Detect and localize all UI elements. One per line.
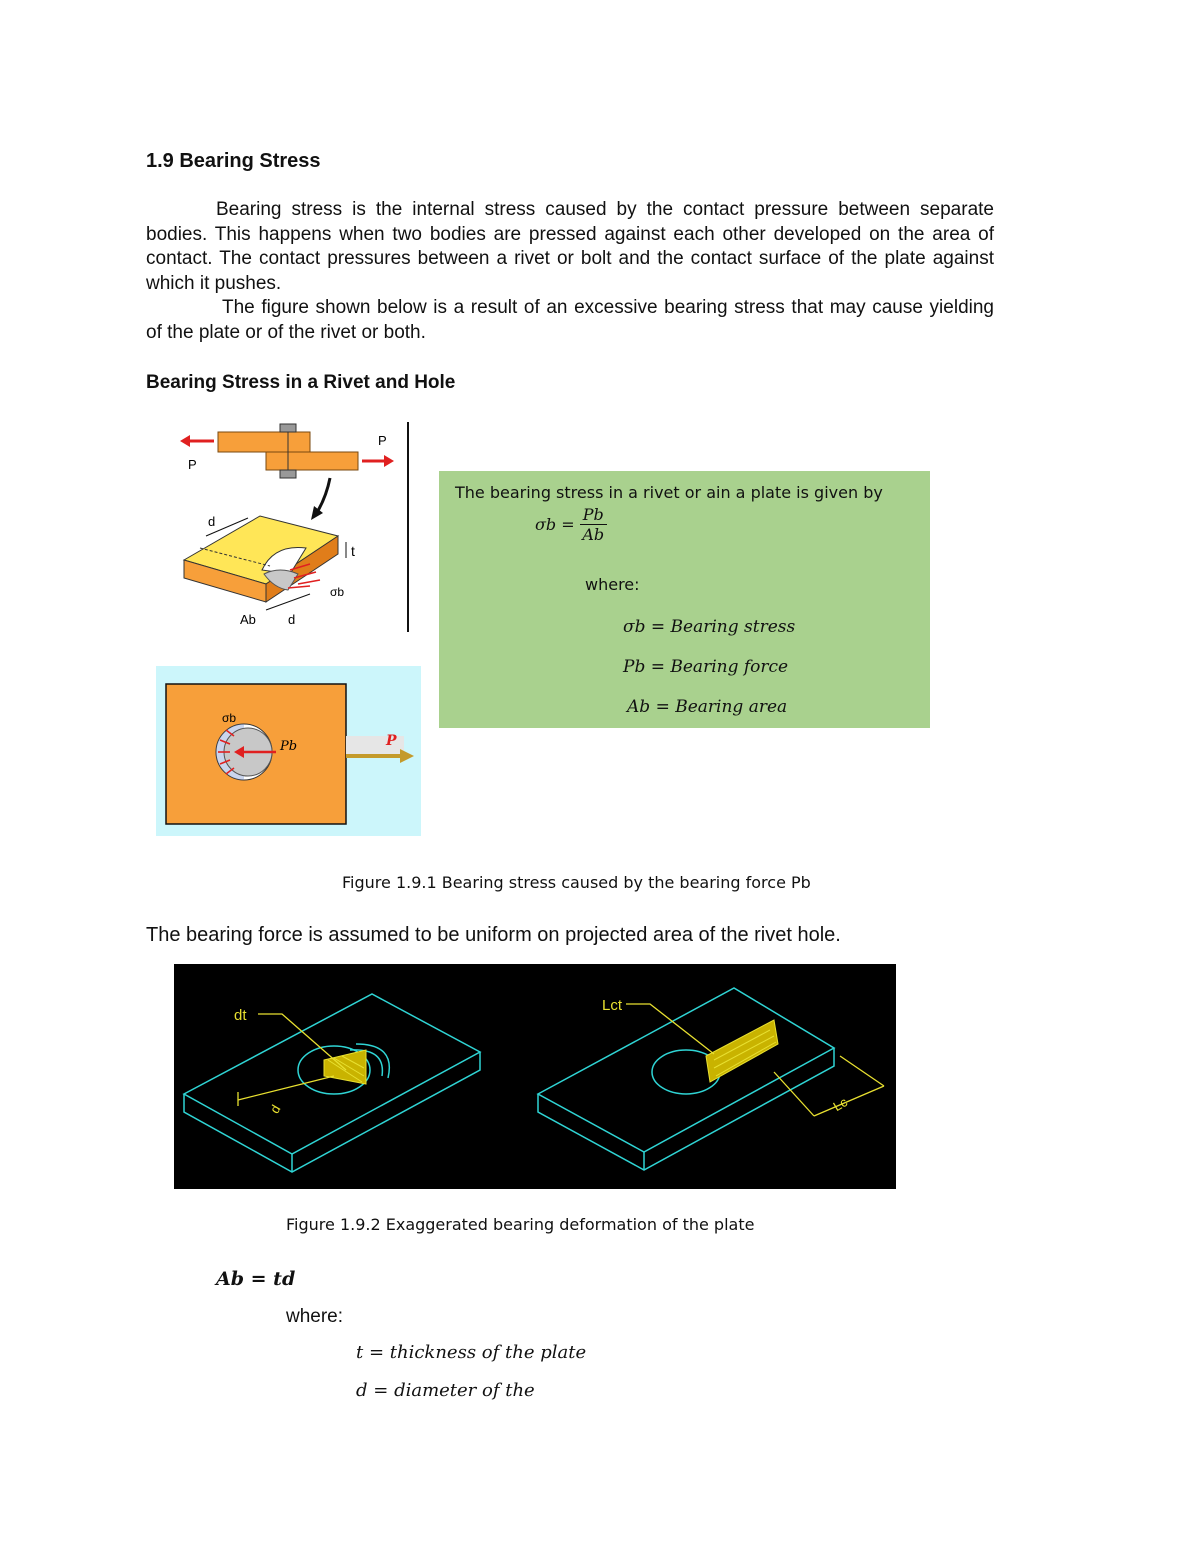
def-ab: Ab = Bearing area [627,697,788,717]
formula-box [439,471,930,728]
subsection-title: Bearing Stress in a Rivet and Hole [146,372,456,393]
formula-intro: The bearing stress in a rivet or ain a plate is given by [455,483,883,502]
where-label-2: where: [286,1306,344,1327]
uniform-statement: The bearing force is assumed to be uniform on projected area of the rivet hole. [146,924,841,946]
bottom-d-label: d [288,612,296,627]
section-title: 1.9 Bearing Stress [146,150,321,172]
sigma-b-label: σb [330,585,345,599]
def-diameter: d = diameter of the [356,1380,535,1401]
bearing-deformation-diagram [174,964,896,1189]
where-label: where: [585,575,640,594]
lct-label: Lct [602,997,623,1014]
ab-label: Ab [240,612,256,627]
right-p-arrow [384,455,394,467]
formula-fraction [580,505,607,544]
figure-1-caption: Figure 1.9.1 Bearing stress caused by the bearing force Pb [342,873,811,892]
rivet-head-top [280,424,296,432]
top-d-label: d [208,514,216,529]
paragraph-1: Bearing stress is the internal stress caused by the contact pressure between separate bodies. This happens when two bodies are pressed against each other developed on the area of contact. The contact pressures between a rivet or bolt and the contact surface of the plate against which it pushes. [146,199,994,294]
formula-numerator: Pb [580,505,607,525]
rivet-head-bottom [280,470,296,478]
def-sigma: σb = Bearing stress [623,617,796,637]
plate-hole-diagram [156,666,421,836]
lap-joint-diagram [170,418,420,638]
sigma-b-label: σb [222,711,237,725]
p-label: P [386,733,397,749]
pb-label: Pb [280,739,298,754]
dt-label: dt [234,1007,247,1024]
curved-arrow [316,478,330,514]
lc-label: Lc [830,1094,850,1115]
formula-lhs: σb = [535,515,575,534]
right-p-label: P [378,433,387,448]
left-p-arrow [180,435,190,447]
def-pb: Pb = Bearing force [623,657,789,677]
formula-denominator: Ab [582,525,605,544]
def-thickness: t = thickness of the plate [356,1342,587,1363]
figure-2-caption: Figure 1.9.2 Exaggerated bearing deformation of the plate [286,1215,755,1234]
intro-text [146,198,994,345]
bearing-stress-formula [535,505,607,544]
t-label: t [351,543,355,559]
upper-plate [218,432,310,452]
left-p-label: P [188,457,197,472]
lower-plate [266,452,358,470]
paragraph-2: The figure shown below is a result of an excessive bearing stress that may cause yielding of the plate or of the rivet or both. [146,297,994,343]
d-label: d [266,1102,284,1116]
area-formula: Ab = td [216,1268,296,1290]
